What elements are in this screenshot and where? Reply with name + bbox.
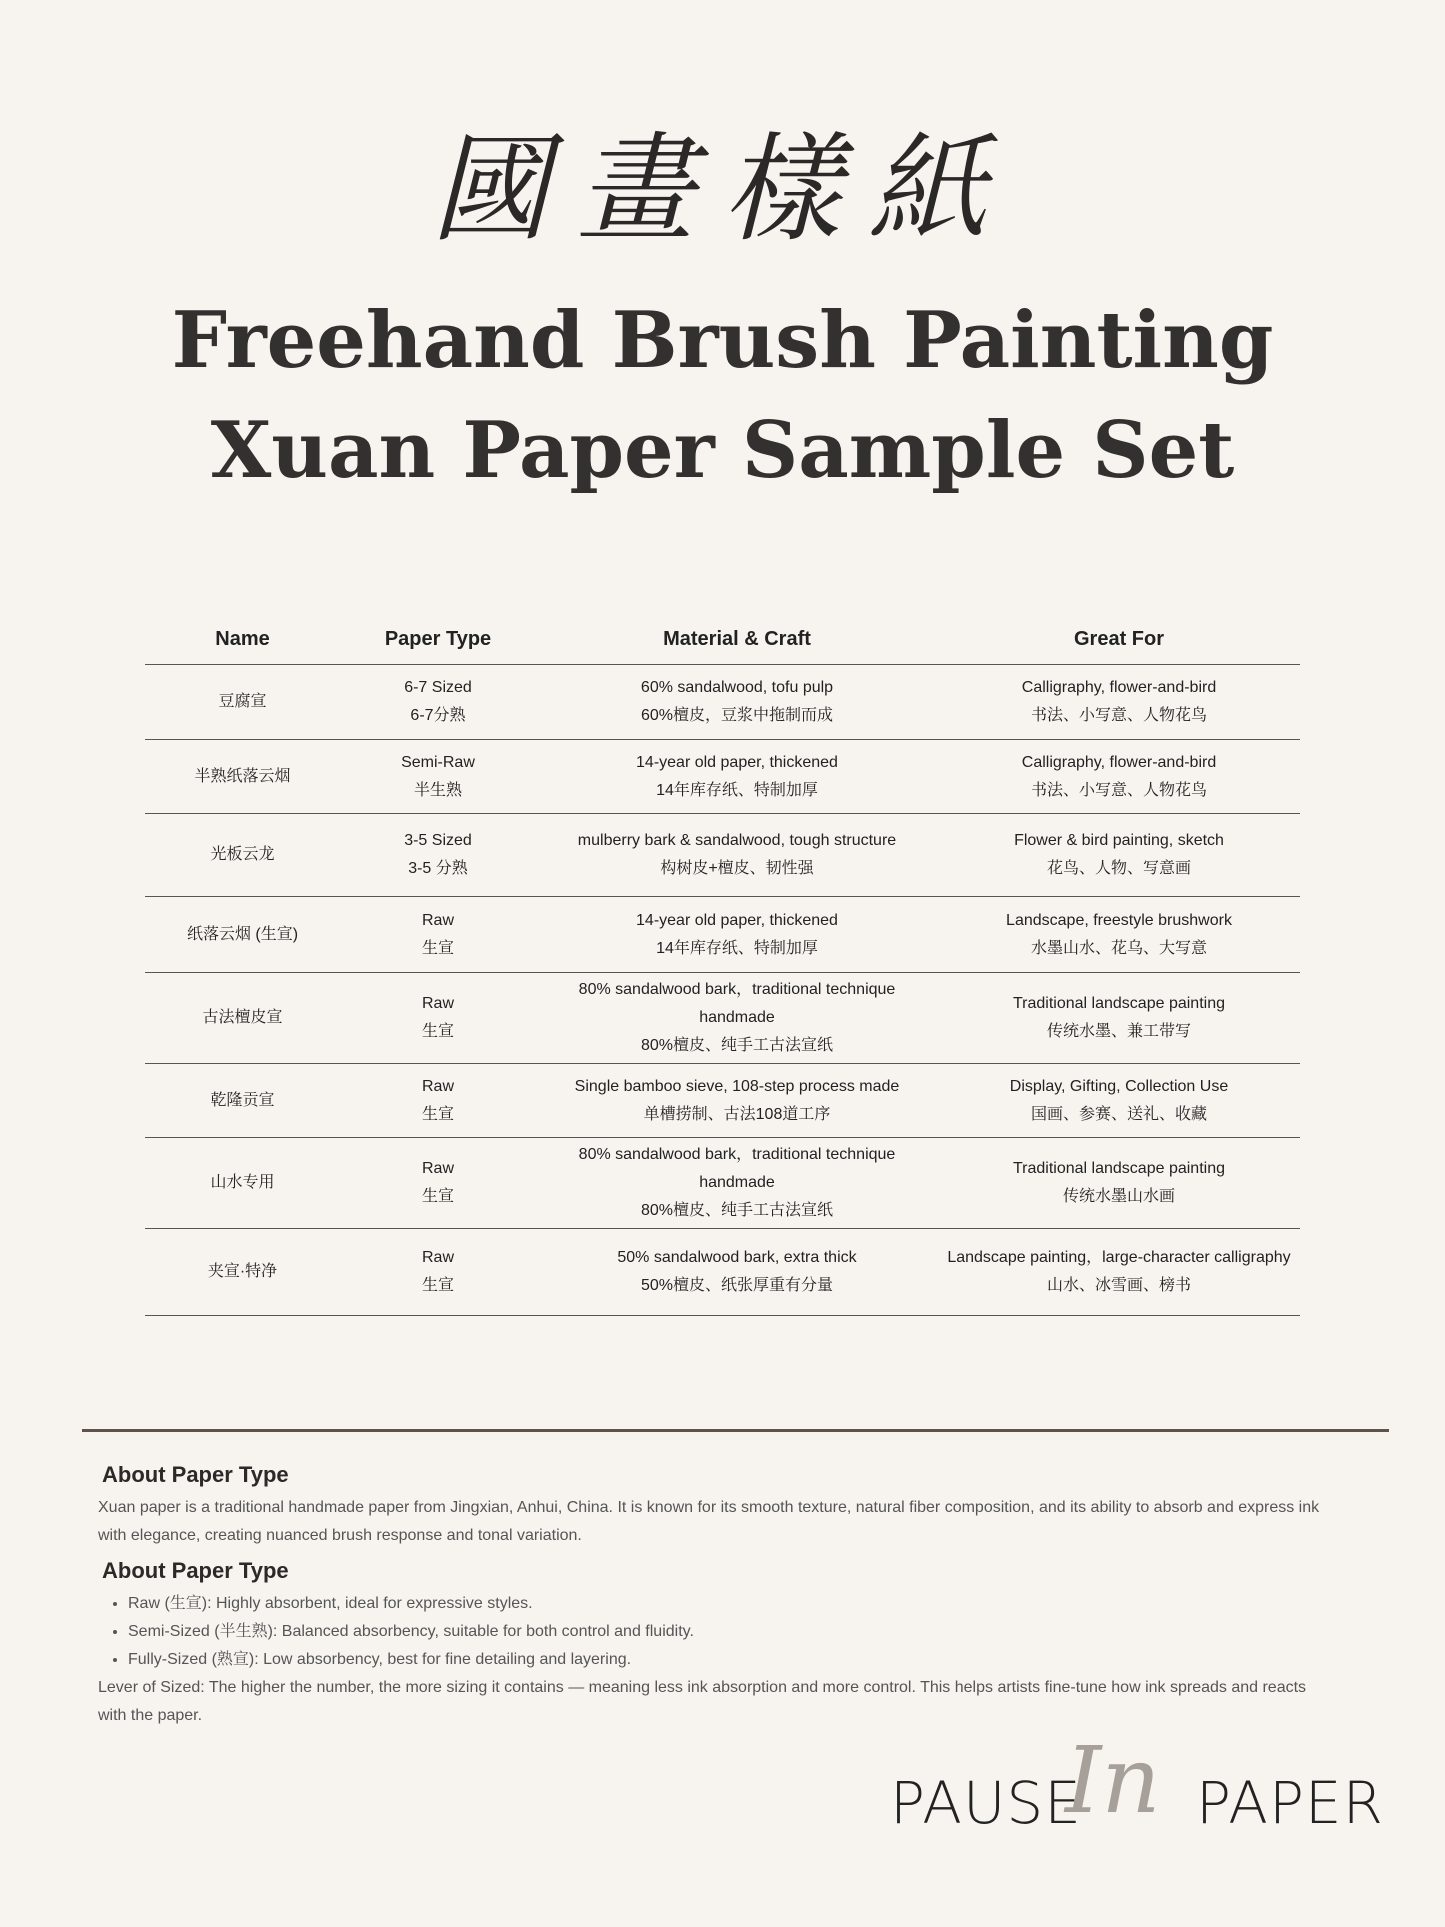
logo-word-paper: PAPER [1196, 1769, 1384, 1837]
cell-material: 14-year old paper, thickened 14年库存纸、特制加厚 [536, 897, 938, 973]
cell-great-for: Landscape painting，large-character calligraphy 山水、冰雪画、榜书 [938, 1229, 1300, 1316]
cell-name: 乾隆贡宣 [145, 1064, 340, 1138]
cell-name: 光板云龙 [145, 814, 340, 897]
cell-great-for: Traditional landscape painting 传统水墨、兼工带写 [938, 973, 1300, 1064]
table-row [145, 1138, 1300, 1229]
logo-word-pause: PAUSE [890, 1769, 1082, 1837]
cell-material: 60% sandalwood, tofu pulp 60%檀皮，豆浆中拖制而成 [536, 665, 938, 740]
table-row [145, 1064, 1300, 1138]
column-header-paper-type: Paper Type [340, 614, 536, 665]
table-row [145, 1229, 1300, 1316]
notes-heading-1: About Paper Type [102, 1462, 289, 1487]
cell-name: 山水专用 [145, 1138, 340, 1229]
cell-name: 古法檀皮宣 [145, 973, 340, 1064]
table-header-row [145, 614, 1300, 665]
page-title-line-1: Freehand Brush Painting [171, 295, 1274, 386]
list-item: • Raw (生宣): Highly absorbent, ideal for expressive styles. [128, 1590, 1338, 1618]
table-row [145, 740, 1300, 814]
cell-great-for: Traditional landscape painting 传统水墨山水画 [938, 1138, 1300, 1229]
notes-section [98, 1462, 1338, 1730]
paper-type-list [98, 1590, 1338, 1674]
cell-type: Raw 生宣 [340, 1138, 536, 1229]
brand-logo [890, 1727, 1390, 1845]
cell-name: 夹宣·特净 [145, 1229, 340, 1316]
cell-material: mulberry bark & sandalwood, tough structure 构树皮+檀皮、韧性强 [536, 814, 938, 897]
cell-great-for: Calligraphy, flower-and-bird 书法、小写意、人物花鸟 [938, 665, 1300, 740]
cell-great-for: Landscape, freestyle brushwork 水墨山水、花乌、大写意 [938, 897, 1300, 973]
table-row [145, 665, 1300, 740]
table-row [145, 897, 1300, 973]
cell-material: 80% sandalwood bark，traditional technique handmade 80%檀皮、纯手工古法宣纸 [536, 1138, 938, 1229]
table-row [145, 973, 1300, 1064]
column-header-great-for: Great For [938, 614, 1300, 665]
cell-type: Raw 生宣 [340, 897, 536, 973]
table-row [145, 814, 1300, 897]
cell-name: 纸落云烟 (生宣) [145, 897, 340, 973]
section-divider [82, 1429, 1389, 1432]
cell-material: Single bamboo sieve, 108-step process made 单槽捞制、古法108道工序 [536, 1064, 938, 1138]
notes-paragraph-2: Lever of Sized: The higher the number, the more sizing it contains — meaning less ink absorption and more control. This helps artists fine-tune how ink spreads and reacts with the paper. [98, 1679, 1307, 1724]
cell-type: Raw 生宣 [340, 1229, 536, 1316]
calligraphy-heading: 國畫樣紙 [430, 120, 1015, 258]
cell-material: 14-year old paper, thickened 14年库存纸、特制加厚 [536, 740, 938, 814]
list-item: • Fully-Sized (熟宣): Low absorbency, best for fine detailing and layering. [128, 1646, 1338, 1674]
column-header-material: Material & Craft [536, 614, 938, 665]
notes-paragraph-1: Xuan paper is a traditional handmade paper from Jingxian, Anhui, China. It is known for its smooth texture, natural fiber composition, and its ability to absorb and express ink with elegance, creating nuanced brush response and tonal variation. [98, 1499, 1320, 1544]
column-header-name: Name [145, 614, 340, 665]
notes-heading-2: About Paper Type [102, 1558, 289, 1583]
paper-sample-table [145, 614, 1300, 1316]
cell-material: 50% sandalwood bark, extra thick 50%檀皮、纸张厚重有分量 [536, 1229, 938, 1316]
logo-script-in: In [1065, 1727, 1161, 1834]
list-item: • Semi-Sized (半生熟): Balanced absorbency, suitable for both control and fluidity. [128, 1618, 1338, 1646]
cell-great-for: Display, Gifting, Collection Use 国画、参赛、送礼、收藏 [938, 1064, 1300, 1138]
cell-name: 豆腐宣 [145, 665, 340, 740]
page-title-line-2: Xuan Paper Sample Set [210, 405, 1235, 496]
cell-type: 6-7 Sized 6-7分熟 [340, 665, 536, 740]
cell-type: Raw 生宣 [340, 973, 536, 1064]
cell-material: 80% sandalwood bark，traditional technique handmade 80%檀皮、纯手工古法宣纸 [536, 973, 938, 1064]
cell-name: 半熟纸落云烟 [145, 740, 340, 814]
cell-type: 3-5 Sized 3-5 分熟 [340, 814, 536, 897]
cell-great-for: Calligraphy, flower-and-bird 书法、小写意、人物花鸟 [938, 740, 1300, 814]
cell-type: Semi-Raw 半生熟 [340, 740, 536, 814]
cell-type: Raw 生宣 [340, 1064, 536, 1138]
cell-great-for: Flower & bird painting, sketch 花鸟、人物、写意画 [938, 814, 1300, 897]
